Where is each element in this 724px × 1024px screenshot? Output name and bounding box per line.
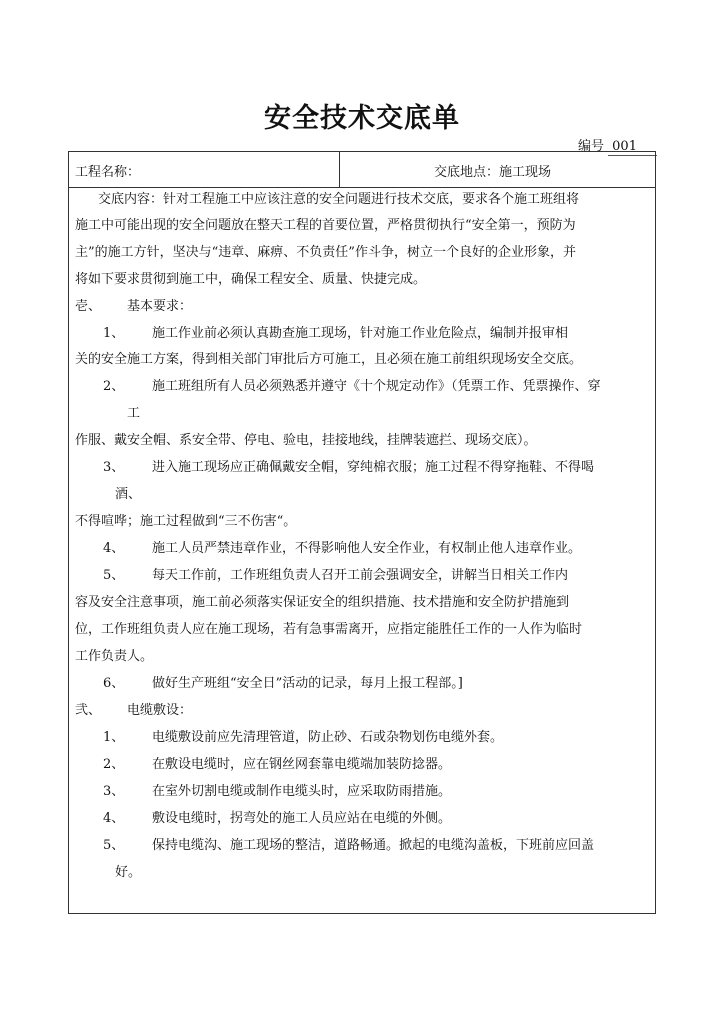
item-text: 做好生产班组“安全日”活动的记录，每月上报工程部。] [152, 676, 463, 691]
item-text: 每天工作前，工作班组负责人召开工前会强调安全，讲解当日相关工作内 [152, 568, 569, 583]
section1-title: 基本要求： [127, 299, 193, 314]
intro-line: 将如下要求贯彻到施工中，确保工程安全、质量、快捷完成。 [75, 272, 427, 287]
item-text: 在敷设电缆时，应在钢丝网套靠电缆端加装防捻器。 [152, 757, 452, 772]
item-text: 施工班组所有人员必须熟悉并遵守《十个规定动作》（凭票工作、凭票操作、穿 [152, 379, 601, 394]
item-text: 不得喧哗；施工过程做到“三不伤害“。 [75, 514, 297, 529]
intro-line: 施工中可能出现的安全问题放在整天工程的首要位置，严格贯彻执行“安全第一，预防为 [75, 218, 576, 233]
document-number-value: 001 [608, 139, 657, 156]
item-number: 2、 [103, 379, 125, 394]
item-text: 工作负责人。 [75, 649, 154, 664]
item-number: 3、 [103, 784, 125, 799]
item-text: 施工作业前必须认真勘查施工现场，针对施工作业危险点，编制并报审相 [152, 326, 569, 341]
item-number: 1、 [103, 730, 125, 745]
item-text: 在室外切割电缆或制作电缆头时，应采取防雨措施。 [152, 784, 452, 799]
item-number: 2、 [103, 757, 125, 772]
item-number: 3、 [103, 460, 125, 475]
item-number: 4、 [103, 811, 125, 826]
item-text: 电缆敷设前应先清理管道，防止砂、石或杂物划伤电缆外套。 [152, 730, 504, 745]
item-text: 保持电缆沟、施工现场的整洁，道路畅通。掀起的电缆沟盖板，下班前应回盖 [152, 838, 595, 853]
item-text: 位，工作班组负责人应在施工现场，若有急事需离开，应指定能胜任工作的一人作为临时 [75, 622, 583, 637]
item-text: 进入施工现场应正确佩戴安全帽，穿纯棉衣服；施工过程不得穿拖鞋、不得喝 [152, 460, 595, 475]
header-row [69, 152, 655, 188]
item-number: 5、 [103, 838, 125, 853]
section2-number: 弐、 [75, 703, 102, 718]
location-cell: 交底地点：施工现场 [434, 165, 552, 180]
project-name-cell: 工程名称： [69, 152, 340, 187]
document-number-label: 编号 [578, 139, 605, 154]
section2-title: 电缆敷设： [127, 703, 193, 718]
section1-number: 壱、 [75, 299, 102, 314]
item-text: 酒、 [115, 487, 142, 502]
item-text: 工 [127, 406, 141, 421]
document-title: 安全技术交底单 [264, 103, 460, 134]
intro-line: 主”的施工方针，坚决与“违章、麻痹、不负责任”作斗争，树立一个良好的企业形象，并 [75, 245, 576, 260]
item-number: 4、 [103, 541, 125, 556]
item-number: 1、 [103, 326, 125, 341]
item-number: 5、 [103, 568, 125, 583]
item-text: 作服、戴安全帽、系安全带、停电、验电，挂接地线，挂牌装遮拦、现场交底）。 [75, 433, 537, 448]
item-text: 好。 [115, 865, 142, 880]
briefing-table [68, 151, 656, 914]
item-text: 施工人员严禁违章作业，不得影响他人安全作业，有权制止他人违章作业。 [152, 541, 582, 556]
item-text: 容及安全注意事项，施工前必须落实保证安全的组织措施、技术措施和安全防护措施到 [75, 595, 570, 610]
item-text: 关的安全施工方案，得到相关部门审批后方可施工，且必须在施工前组织现场安全交底。 [75, 352, 583, 367]
intro-line: 交底内容：针对工程施工中应该注意的安全问题进行技术交底，要求各个施工班组将 [98, 192, 580, 207]
item-text: 敷设电缆时，拐弯处的施工人员应站在电缆的外侧。 [152, 811, 452, 826]
item-number: 6、 [103, 676, 125, 691]
